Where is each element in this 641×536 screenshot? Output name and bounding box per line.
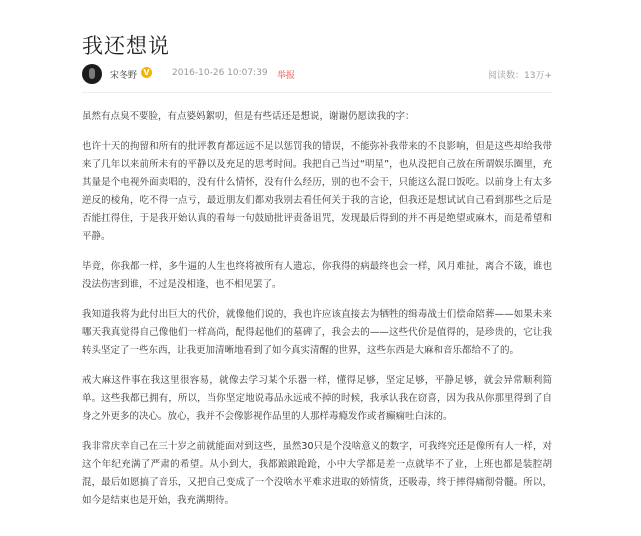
paragraph: 我非常庆幸自己在三十岁之前就能面对到这些，虽然30只是个没啥意义的数字，可我终究还是像所有人一样，对这个年纪充满了严肃的希望。从小到大，我都踉踉跄跄，小中大学都是差一点就毕不了业，上班也都是装腔胡混，最后如愿搞了音乐，又把自己变成了一个没啥水平难求进取的娇情货，还吸毒，终于摔得痛彻骨髓。所以，如今是结束也是开始，我充满期待。: [82, 441, 552, 506]
verified-badge-icon: V: [141, 67, 152, 78]
view-count: 阅读数：13万+: [488, 71, 552, 81]
paragraph: 我知道我将为此付出巨大的代价，就像他们说的，我也许应该直接去为牺牲的缉毒战士们偿命陪葬——如果未来哪天我真觉得自己像他们一样高尚，配得起他们的墓碑了，我会去的——这些代价是值得的，是珍贵的，它让我转头坚定了一些东西，让我更加清晰地看到了如今真实清醒的世界，这些东西是大麻和音乐都给不了的。: [82, 309, 552, 356]
paragraph: 虽然有点臭不要脸，有点婆妈絮叨，但是有些话还是想说，谢谢仍愿读我的字：: [82, 111, 415, 122]
paragraph: 也许十天的拘留和所有的批评教育都远远不足以惩罚我的错误，不能弥补我带来的不良影响，但是这些却给我带来了几年以来前所未有的平静以及充足的思考时间。我把自己当过“明星”，也从没把自己放在所谓娱乐圈里，充其量是个电视外面卖唱的，没有什么情怀，没有什么经历，别的也不会干，只能这么混口饭吃。以前身上有太多逆反的棱角，吃不得一点亏，最近朋友们都劝我别去看任何关于我的言论，但我还是想试试自己看到那些之后是否能扛得住，于是我开始认真的看每一句鼓励批评责备诅咒，发现最后得到的并不再是绝望或麻木，而是希望和平静。: [82, 141, 552, 242]
post-date: 2016-10-26 10:07:39: [172, 68, 268, 78]
divider: [82, 92, 552, 93]
report-link[interactable]: 举报: [277, 71, 296, 81]
author-name[interactable]: 宋冬野: [110, 71, 138, 81]
page-title: 我还想说: [82, 34, 170, 58]
avatar[interactable]: [82, 64, 102, 84]
article-body: [82, 108, 552, 522]
article-meta: [82, 64, 552, 84]
paragraph: 戒大麻这件事在我这里很容易，就像去学习某个乐器一样，懂得足够，坚定足够，平静足够，就会异常顺利简单。这些我都已拥有，所以，当你坚定地说毒品永远戒不掉的时候，我承认我在窃喜，因为我从你那里得到了自身之外更多的决心。放心，我并不会像影视作品里的人那样毒瘾发作或者癫痫吐白沫的。: [82, 375, 552, 422]
paragraph: 毕竟，你我都一样，多牛逼的人生也终将被所有人遗忘，你我得的病最终也会一样，风月难扯，离合不箴，谁也没法伤害到谁，不过是没相逢，也不相见罢了。: [82, 261, 552, 290]
